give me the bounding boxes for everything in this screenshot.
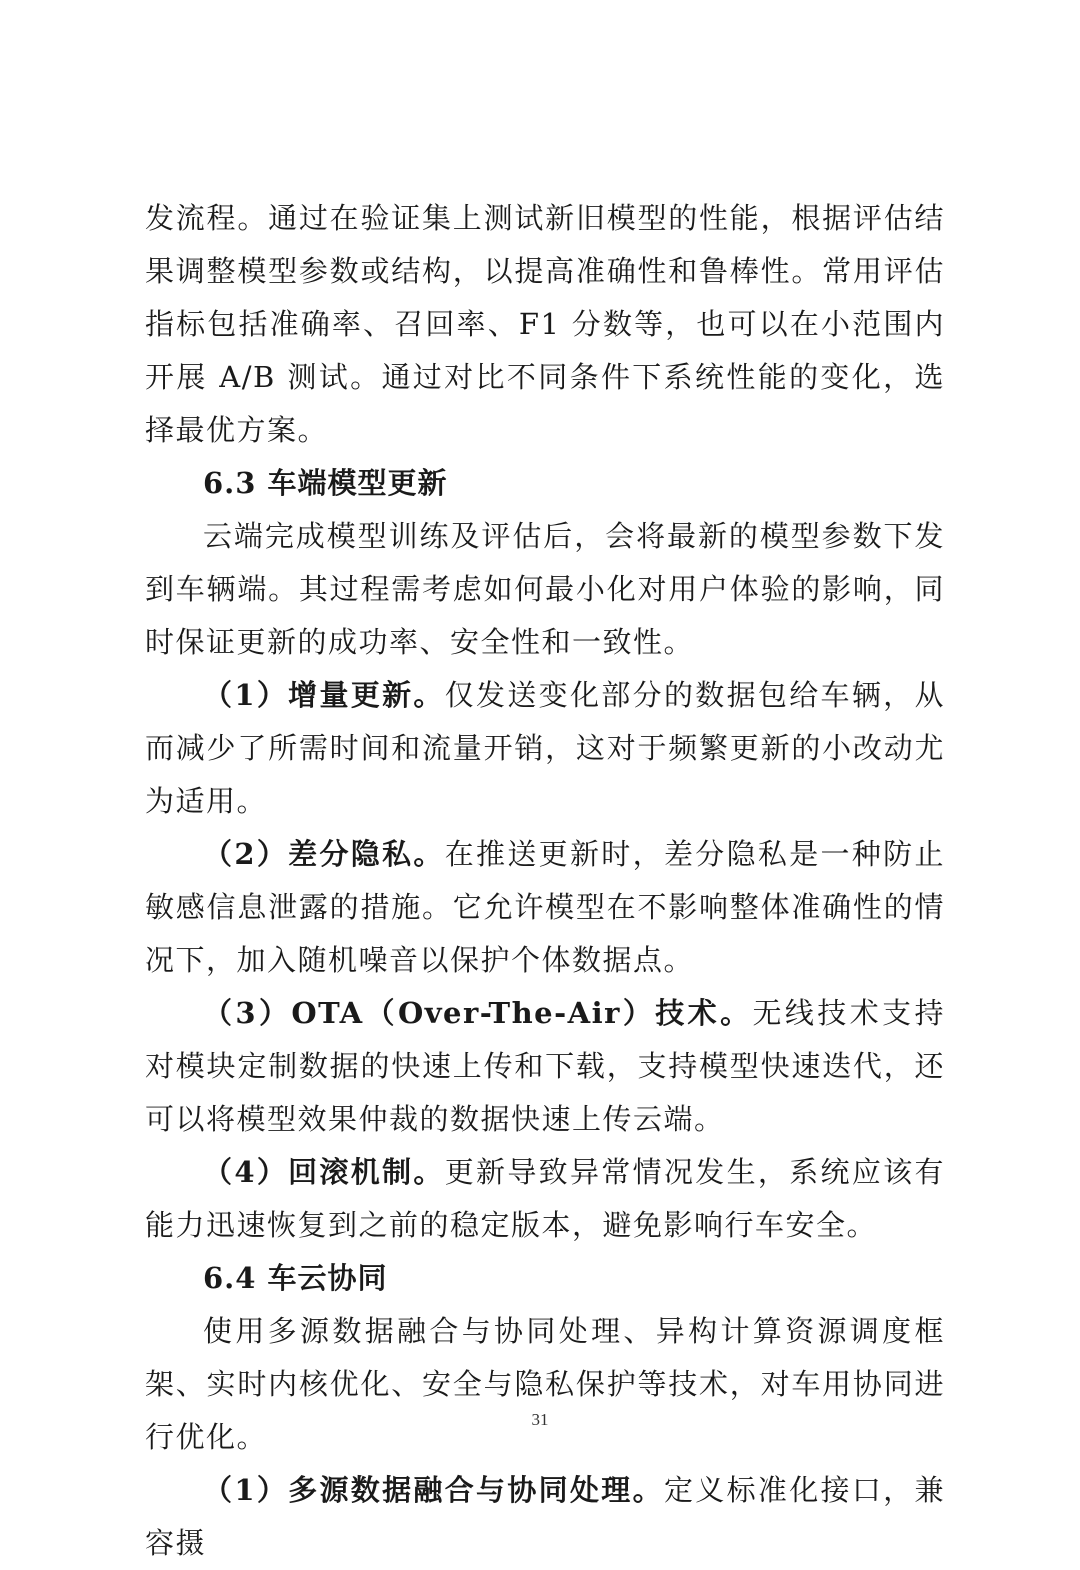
list-item-rollback: [145, 1146, 945, 1252]
list-item-label: （2）差分隐私。: [203, 837, 445, 871]
list-item-label: （4）回滚机制。: [203, 1155, 445, 1189]
paragraph-evaluation: 发流程。通过在验证集上测试新旧模型的性能，根据评估结果调整模型参数或结构，以提高准确性和鲁棒性。常用评估指标包括准确率、召回率、F1 分数等，也可以在小范围内开展 A/B 测试。通过对比不同条件下系统性能的变化，选择最优方案。: [145, 201, 945, 447]
body-text: [145, 192, 945, 1570]
list-item-text: 更新导致异常情况发生，系统应该有能力迅速恢复到之前的稳定版本，避免影响行车安全。: [145, 1155, 945, 1242]
list-item-text: 定义标准化接口，兼容摄: [145, 1473, 945, 1560]
list-item-label: （3）OTA（Over-The-Air）技术。: [203, 996, 753, 1030]
list-item-text: 仅发送变化部分的数据包给车辆，从而减少了所需时间和流量开销，这对于频繁更新的小改动尤为适用。: [145, 678, 945, 818]
paragraph-vehicle-cloud: 使用多源数据融合与协同处理、异构计算资源调度框架、实时内核优化、安全与隐私保护等技术，对车用协同进行优化。: [145, 1314, 945, 1454]
section-heading-6-4: 6.4 车云协同: [203, 1261, 388, 1295]
list-item-ota: [145, 987, 945, 1146]
list-item-differential-privacy: [145, 828, 945, 987]
list-item-text: 在推送更新时，差分隐私是一种防止敏感信息泄露的措施。它允许模型在不影响整体准确性的情况下，加入随机噪音以保护个体数据点。: [145, 837, 945, 977]
paragraph-model-update: 云端完成模型训练及评估后，会将最新的模型参数下发到车辆端。其过程需考虑如何最小化对用户体验的影响，同时保证更新的成功率、安全性和一致性。: [145, 519, 945, 659]
page-number: 31: [531, 1410, 549, 1429]
section-heading-6-3: 6.3 车端模型更新: [203, 466, 448, 500]
list-item-label: （1）多源数据融合与协同处理。: [203, 1473, 664, 1507]
list-item-data-fusion: [145, 1464, 945, 1570]
list-item-text: 无线技术支持对模块定制数据的快速上传和下载，支持模型快速迭代，还可以将模型效果仲裁的数据快速上传云端。: [145, 996, 945, 1136]
list-item-incremental-update: [145, 669, 945, 828]
list-item-label: （1）增量更新。: [203, 678, 445, 712]
